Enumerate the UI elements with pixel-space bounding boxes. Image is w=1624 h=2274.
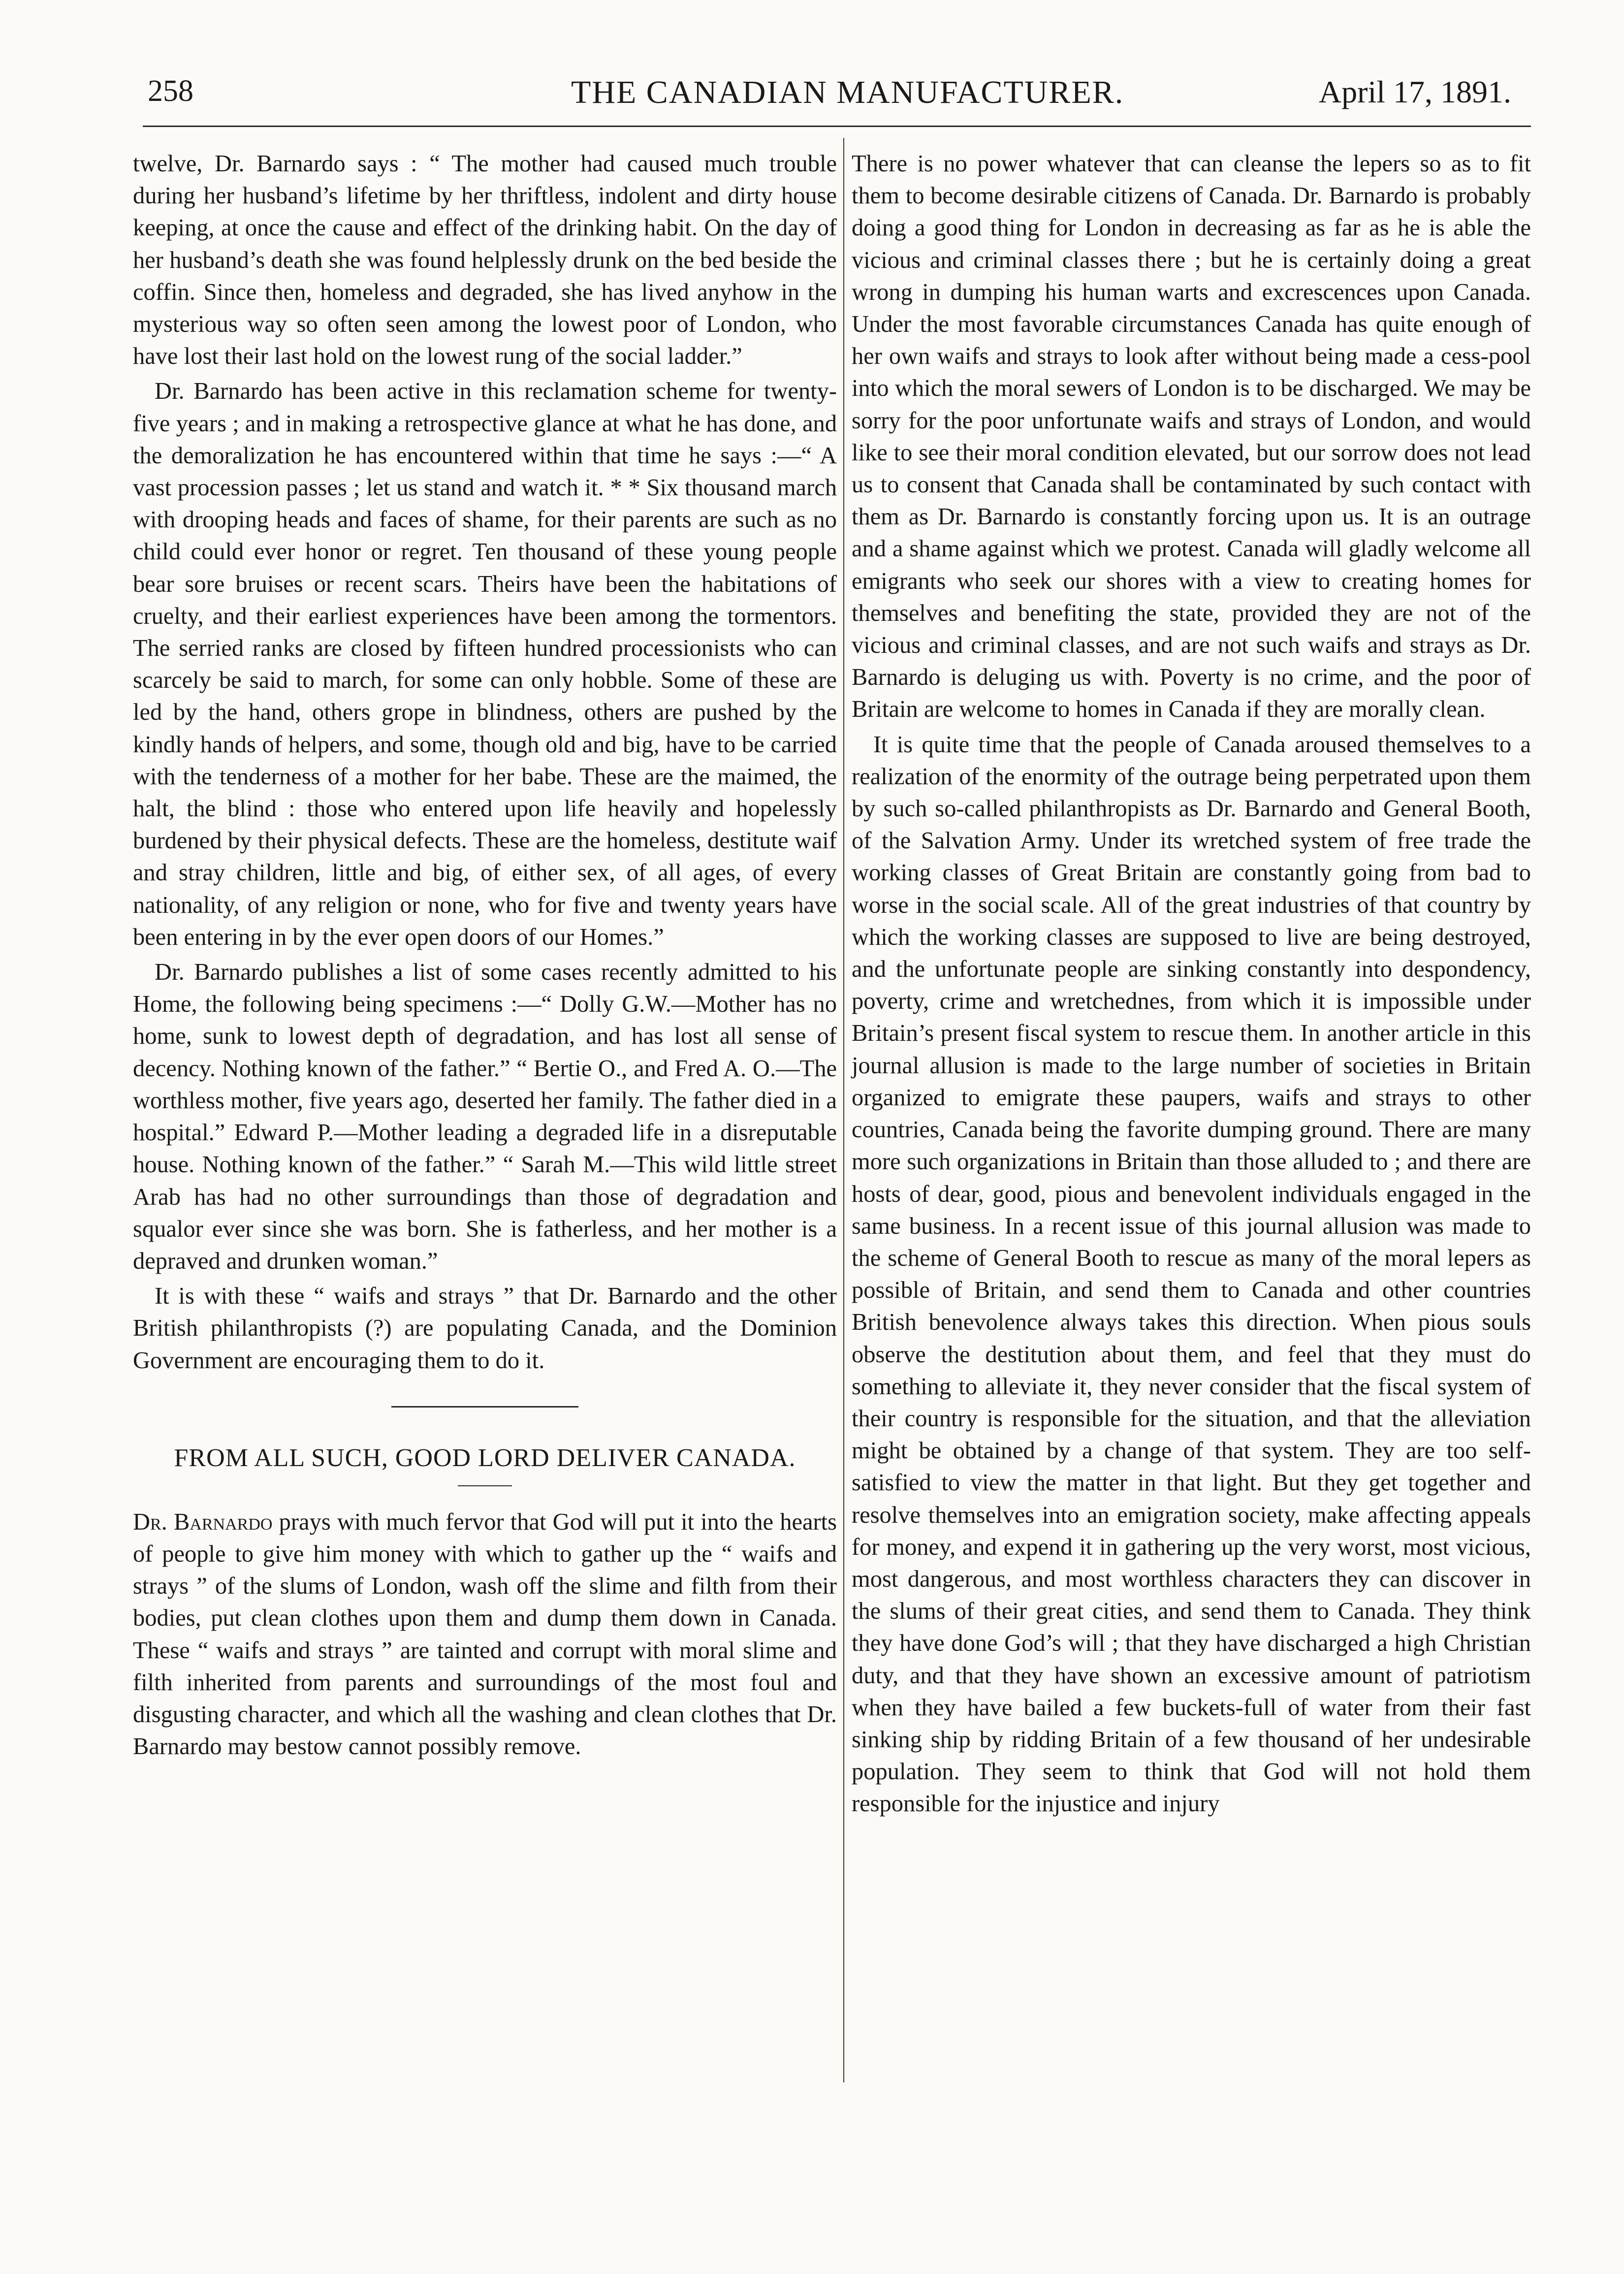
right-column: [852, 148, 1531, 2097]
section-heading: FROM ALL SUCH, GOOD LORD DELIVER CANADA.: [174, 1443, 796, 1472]
section-divider: [391, 1406, 578, 1408]
section-paragraph-text: prays with much fervor that God will put it into the hearts of people to give him money with which to gather up the “ waifs and strays ” of the slums of London, wash off the slime and filth from their bodies, put clean clothes upon them and dump them down in Canada. These “ waifs and strays ” are tainted and corrupt with moral slime and filth inherited from parents and surroundings of the most foul and disgusting character, and which all the washing and clean clothes that Dr. Barnardo may bestow cannot possibly remove.: [133, 1508, 837, 1760]
column-divider: [843, 138, 844, 2082]
header-rule: [143, 126, 1531, 127]
page-header: [148, 74, 1521, 118]
left-column: [133, 148, 837, 2097]
paragraph: It is with these “ waifs and strays ” that Dr. Barnardo and the other British philanthropists (?) are populating Canada, and the Dominion Government are encouraging them to do it.: [133, 1283, 837, 1374]
page-number: 258: [148, 74, 193, 108]
section-paragraph: [133, 1506, 837, 1763]
paragraph: There is no power whatever that can cleanse the lepers so as to fit them to become desirable citizens of Canada. Dr. Barnardo is probably doing a good thing for London in decreasing as far as he is able the vicious and criminal classes there ; but he is certainly doing a great wrong in dumping his human warts and excrescences upon Canada. Under the most favorable circumstances Canada has quite enough of her own waifs and strays to look after without being made a cess-pool into which the moral sewers of London is to be discharged. We may be sorry for the poor unfortunate waifs and strays of London, and would like to see their moral condition elevated, but our sorrow does not lead us to consent that Canada shall be contaminated by such contact with them as Dr. Barnardo is constantly forcing upon us. It is an outrage and a shame against which we protest. Canada will gladly welcome all emigrants who seek our shores with a view to creating homes for themselves and benefiting the state, provided they are not of the vicious and criminal classes, and are not such waifs and strays as Dr. Barnardo is deluging us with. Poverty is no crime, and the poor of Britain are welcome to homes in Canada if they are morally clean.: [852, 151, 1531, 723]
paragraph: It is quite time that the people of Canada aroused themselves to a realization of the enormity of the outrage being perpetrated upon them by such so-called philanthropists as Dr. Barnardo and General Booth, of the Salvation Army. Under its wretched system of free trade the working classes of Great Britain are constantly going from bad to worse in the social scale. All of the great industries of that country by which the working classes are supposed to live are being destroyed, and the unfortunate people are sinking constantly into despondency, poverty, crime and wretchednes, from which it is impossible under Britain’s present fiscal system to rescue them. In another article in this journal allusion is made to the large number of societies in Britain organized to emigrate these paupers, waifs and strays to other countries, Canada being the favorite dumping ground. There are many more such organizations in Britain than those alluded to ; and there are hosts of dear, good, pious and benevolent individuals engaged in the same business. In a recent issue of this journal allusion was made to the scheme of General Booth to rescue as many of the moral lepers as possible of Britain, and send them to Canada and other countries British benevolence always takes this direction. When pious souls observe the destitution about them, and feel that they must do something to alleviate it, they never consider that the fiscal system of their country is responsible for the situation, and that the alleviation might be obtained by a change of that system. They are too self-satisfied to view the matter in that light. But they get together and resolve themselves into an emigration society, make affecting appeals for money, and expend it in gathering up the very worst, most vicious, most dangerous, and most worthless characters they can discover in the slums of their great cities, and send them to Canada. They think they have done God’s will ; that they have discharged a high Christian duty, and that they have shown an excessive amount of patriotism when they have bailed a few buckets-full of water from their fast sinking ship by ridding Britain of a few thousand of her undesirable population. They seem to think that God will not hold them responsible for the injustice and injury: [852, 731, 1531, 1817]
issue-date: April 17, 1891.: [1318, 74, 1511, 109]
journal-title: THE CANADIAN MANUFACTURER.: [571, 74, 1124, 110]
paragraph: twelve, Dr. Barnardo says : “ The mother had caused much trouble during her husband’s lifetime by her thriftless, indolent and dirty house keeping, at once the cause and effect of the drinking habit. On the day of her husband’s death she was found helplessly drunk on the bed beside the coffin. Since then, homeless and degraded, she has lived anyhow in the mysterious way so often seen among the lowest poor of London, who have lost their last hold on the lowest rung of the social ladder.”: [133, 151, 837, 370]
heading-rule: [458, 1485, 512, 1486]
lead-in: Dr. Barnardo: [133, 1508, 273, 1535]
paragraph: Dr. Barnardo publishes a list of some cases recently admitted to his Home, the following being specimens :—“ Dolly G.W.—Mother has no home, sunk to lowest depth of degradation, and has lost all sense of decency. Nothing known of the father.” “ Bertie O., and Fred A. O.—The worthless mother, five years ago, deserted her family. The father died in a hospital.” Edward P.—Mother leading a degraded life in a disreputable house. Nothing known of the father.” “ Sarah M.—This wild little street Arab has had no other surroundings than those of degradation and squalor ever since she was born. She is fatherless, and her mother is a depraved and drunken woman.”: [133, 959, 837, 1274]
paragraph: Dr. Barnardo has been active in this reclamation scheme for twenty-five years ; and in making a retrospective glance at what he has done, and the demoralization he has encountered within that time he says :—“ A vast procession passes ; let us stand and watch it. * * Six thousand march with drooping heads and faces of shame, for their parents are such as no child could ever honor or regret. Ten thousand of these young people bear sore bruises or recent scars. Theirs have been the habitations of cruelty, and their earliest experiences have been among the tormentors. The serried ranks are closed by fifteen hundred processionists who can scarcely be said to march, for some can only hobble. Some of these are led by the hand, others grope in blindness, others are pushed by the kindly hands of helpers, and some, though old and big, have to be carried with the tenderness of a mother for her babe. These are the maimed, the halt, the blind : those who entered upon life heavily and hopelessly burdened by their physical defects. These are the homeless, destitute waif and stray children, little and big, of either sex, of all ages, of every nationality, of any religion or none, who for five and twenty years have been entering in by the ever open doors of our Homes.”: [133, 378, 837, 950]
